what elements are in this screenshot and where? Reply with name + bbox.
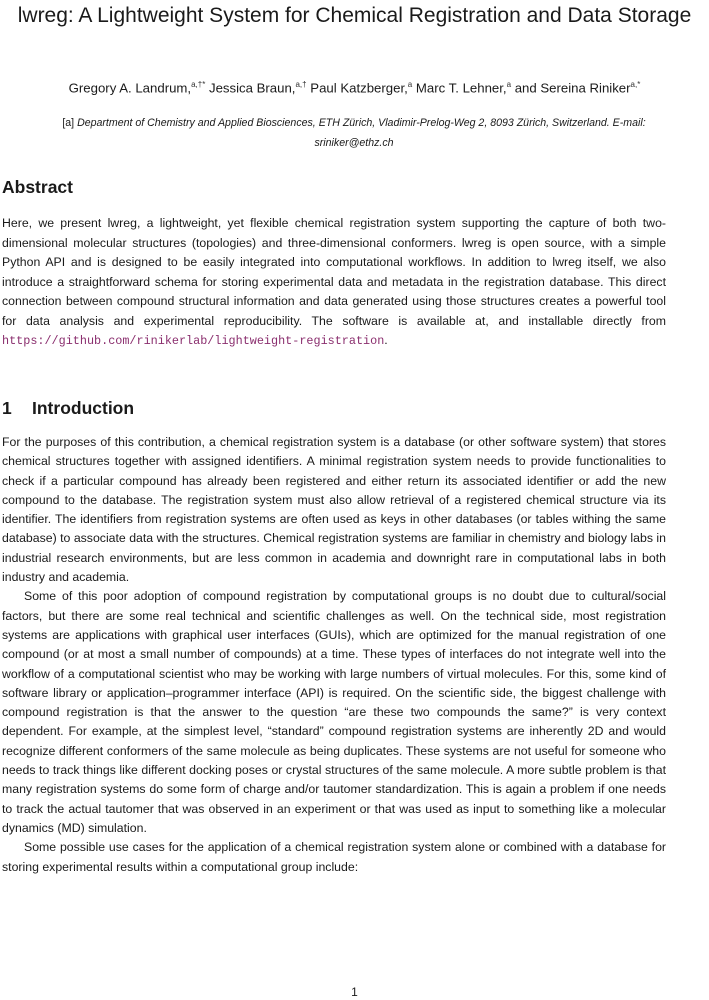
author-list: [0, 76, 709, 97]
section-heading: [2, 395, 134, 421]
author-affiliation-marks: a: [506, 80, 512, 89]
author-affiliation-marks: a: [407, 80, 413, 89]
author-name: Marc T. Lehner,: [415, 80, 507, 96]
section-title: Introduction: [32, 398, 135, 418]
author-name: and Sereina Riniker: [514, 80, 631, 96]
author-affiliation-marks: a,†*: [191, 80, 206, 89]
page-number: 1: [351, 985, 358, 999]
author-name: Paul Katzberger,: [310, 80, 408, 96]
paper-title: lwreg: A Lightweight System for Chemical Registration and Data Storage: [17, 4, 692, 27]
affiliation-text: Department of Chemistry and Applied Biosciences, ETH Zürich, Vladimir-Prelog-Weg 2, 8093 Zürich, Switzerland. E-mail: sriniker@ethz.ch: [77, 117, 646, 149]
paragraph: Some of this poor adoption of compound registration by computational groups is no doubt due to cultural/social factors, but there are some real technical and scientific challenges as well. On the technical side, most registration systems are applications with graphical user interfaces (GUIs), which are optimized for the manual registration of one compound (or at most a small number of compounds) at a time. These types of interfaces do not integrate well into the workflow of a computational scientist who may be working with large numbers of virtual molecules. For this, some kind of software library or application–programmer interface (API) is required. On the scientific side, the biggest challenge with compound registration is that the answer to the question “are these two compounds the same?” is very context dependent. For example, at the simplest level, “standard” compound registration systems are inherently 2D and would recognize different conformers of the same molecule as being duplicates. These systems are not useful for someone who needs to track things like different docking poses or crystal structures of the same molecule. A more subtle problem is that many registration systems do some form of charge and/or tautomer standardization. This is again a problem if one needs to track the actual tautomer that was observed in an experiment or that was used as input to something like a molecular dynamics (MD) simulation.: [2, 589, 666, 835]
affiliation: [24, 113, 684, 153]
author-name: Jessica Braun,: [208, 80, 296, 96]
paragraph: Some possible use cases for the application of a chemical registration system alone or combined with a database for storing experimental results within a computational group include:: [2, 840, 666, 874]
author-affiliation-marks: a,*: [630, 80, 641, 89]
affiliation-label: [a]: [62, 117, 75, 129]
abstract-text: Here, we present lwreg, a lightweight, yet flexible chemical registration system supporting the capture of both two-dimensional molecular structures (topologies) and three-dimensional conformers. lwreg is open source, with a simple Python API and is designed to be easily integrated into computational workflows. In addition to lwreg itself, we also introduce a straightforward schema for storing experimental data and metadata in the registration database. This direct connection between compound structural information and data generated using those structures creates a powerful tool for data analysis and experimental reproducibility. The software is available at, and installable directly from: [2, 216, 666, 328]
abstract-body: [2, 214, 666, 352]
paragraph: For the purposes of this contribution, a chemical registration system is a database (or other software system) that stores chemical structures together with assigned identifiers. A minimal registration system needs to provide functionalities to check if a particular compound has already been registered and either return its associated identifier or add the new compound to the database. The registration system must also allow retrieval of a registered chemical structure via its identifier. The identifiers from registration systems are often used as keys in other databases (or tables withing the same database) to associate data with the structures. Chemical registration systems are familiar in chemistry and biology labs in industrial research environments, but are less common in academia and downright rare in computational labs in both industry and academia.: [2, 435, 666, 585]
abstract-heading: Abstract: [2, 177, 73, 197]
repository-link[interactable]: https://github.com/rinikerlab/lightweight-registration: [2, 334, 385, 348]
section-number: 1: [2, 398, 12, 418]
abstract-end: .: [384, 333, 388, 347]
author-name: Gregory A. Landrum,: [68, 80, 192, 96]
introduction-body: [2, 433, 666, 877]
author-affiliation-marks: a,†: [295, 80, 307, 89]
